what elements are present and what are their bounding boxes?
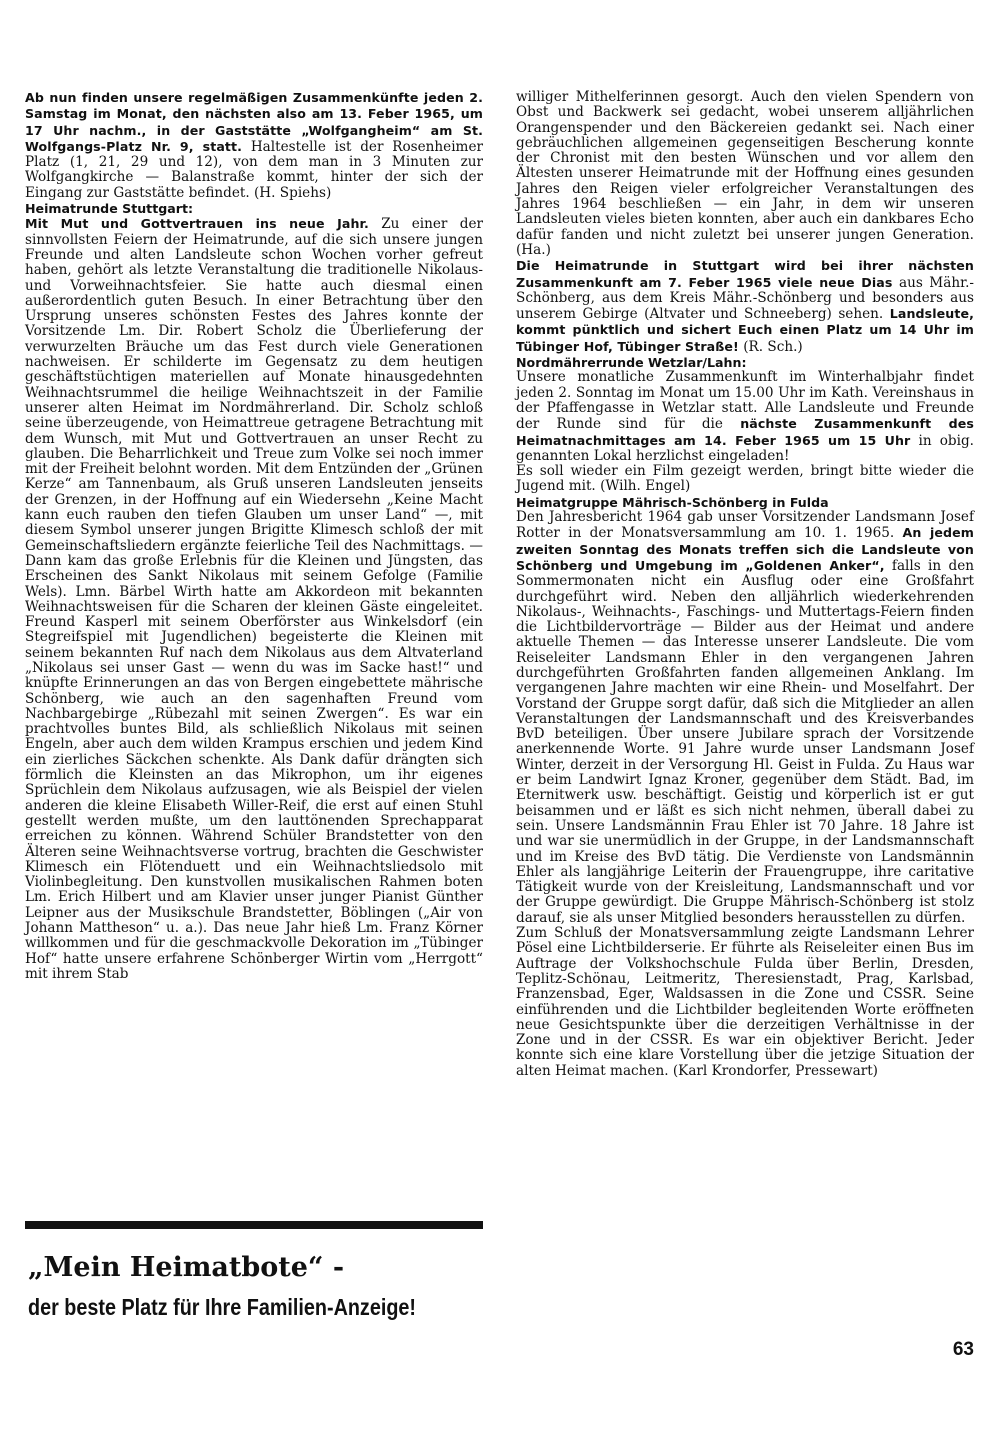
stuttgart-article-continuation: williger Mithelferinnen gesorgt. Auch den vielen Spendern von Obst und Backwerk sei gedacht, wobei unserem alljährlichen Orangenspender und den Bäckereien gedankt sei. Nach einer gebräuchlichen allgemeinen gegenseitigen Bescherung konnte der Chronist mit den besten Wünschen und vor allem den Ältesten unserer Heimatrunde mit der Hoffnung eines gesunden Jahres den Reigen vieler erfolgreicher Veranstaltungen des Jahres 1964 beschließen — ein Jahr, in dem wir unseren Landsleuten vieles bieten konnten, aber auch ein dankbares Echo dafür fanden und nicht zuletzt bei unserer jungen Generation. (Ha.) xyxy=(516,89,974,258)
fulda-text-2: falls in den Sommermonaten nicht ein Ausflug oder eine Großfahrt durchgeführt wird. Neben den alljährlich wiederkehrenden Nikolaus-, Weihnachts-, Faschings- und Muttertags-Feiern finden die Lichtbildervorträge — Bilder aus der Heimat und andere aktuelle Themen — das Interesse unserer Landsleute. Die vom Reiseleiter Landsmann Ehler in den vergangenen Jahren durchgeführten Großfahrten fanden allgemeinen Anklang. Im vergangenen Jahre machten wir eine Rhein- und Moselfahrt. Der Vorstand der Gruppe sorgt dafür, daß sich die Mitglieder an allen Veranstaltungen der Landsmannschaft und des Kreisverbandes BvD beteiligen. Über unsere Jubilare sprach der Vorsitzende anerkennende Worte. 91 Jahre wurde unser Landsmann Josef Winter, derzeit in der Versorgung Hl. Geist in Fulda. Zu Haus war er beim Landwirt Ignaz Kroner, gegenüber dem Städt. Bad, im Eternitwerk usw. beschäftigt. Geistig und körperlich ist er gut beisammen und er läßt es sich nicht nehmen, überall dabei zu sein. Unsere Landsmännin Frau Ehler ist 70 Jahre. 18 Jahre ist und war sie unermüdlich in der Gruppe, in der Landsmannschaft und im Kreise des BvD tätig. Die Verdienste von Landsmännin Ehler als langjährige Leiterin der Frauengruppe, ihre caritative Tätigkeit wurde von der Kreisleitung, Landsmannschaft und vor der Gruppe gewürdigt. Die Gruppe Mährisch-Schönberg ist stolz darauf, sie als unser Mitglied besonders herausstellen zu dürfen. xyxy=(516,557,974,926)
stuttgart-next-meeting-text: aus Mähr.-Schönberg, aus dem Kreis Mähr.-Schönberg und besonders aus unserem Gebirge (Altvater und Schneeberg) sehen. xyxy=(516,274,974,323)
fulda-article xyxy=(516,510,974,926)
stuttgart-next-meeting xyxy=(516,258,974,355)
wetzlar-article xyxy=(516,370,974,464)
section-heading-stuttgart: Heimatrunde Stuttgart: xyxy=(25,201,193,217)
wetzlar-meeting-bold: nächste Zusammenkunft des Heimatnachmittages am 14. Feber 1965 um 15 Uhr xyxy=(516,416,974,448)
wetzlar-film-note: Es soll wieder ein Film gezeigt werden, bringt bitte wieder die Jugend mit. (Wilh. Engel) xyxy=(516,463,974,495)
ad-subtitle: der beste Platz für Ihre Familien-Anzeige! xyxy=(28,1294,416,1320)
fulda-meeting-bold: An jedem zweiten Sonntag des Monats treffen sich die Landsleute von Schönberg und Umgebung im „Goldenen Anker“, xyxy=(516,525,974,573)
meeting-announcement-bold: Ab nun finden unsere regelmäßigen Zusammenkünfte jeden 2. Samstag im Monat, den nächsten also am 13. Feber 1965, um 17 Uhr nachm., in der Gaststätte „Wolfgangheim“ am St. Wolfgangs-Platz Nr. 9, statt. xyxy=(25,90,483,154)
stuttgart-article-body: Zu einer der sinnvollsten Feiern der Heimatrunde, auf die sich unsere jungen Freunde und alten Landsleute schon Wochen vorher gefreut haben, gehört als letzte Veranstaltung die traditionelle Nikolaus- und Vorweihnachtsfeier. Sie hatte auch diesmal einen außerordentlich guten Besuch. In einer Betrachtung über den Ursprung unseres schönsten Festes des Jahres konnte der Vorsitzende Lm. Dir. Robert Scholz die Überlieferung der verwurzelten Bräuche um das Fest durch viele Generationen nachweisen. Er schilderte im Gegensatz zu dem heutigen geschäftstüchtigen materiellen auf Monate hinausgedehnten Weihnachtsrummel die heilige Weihnachtszeit in der Familie unserer alten Heimat im Nordmährerland. Dir. Scholz schloß seine überzeugende, von Heimattreue getragene Betrachtung mit dem Wunsch, mit Mut und Gottvertrauen an unser Recht zu glauben. Die Beharrlichkeit und Treue zum Volke sei noch immer mit der Freiheit belohnt worden. Mit dem Entzünden der „Grünen Kerze“ am Tannenbaum, als Gruß unseren Landsleuten jenseits der Grenzen, in der Hoffnung auf ein Wiedersehn „Keine Macht kann euch rauben den tiefen Glauben um unser Land“ —, mit diesem Symbol unserer jungen Brigitte Klimesch schloß der mit Gemeinschaftsliedern ergänzte feierliche Teil des Nachmittags. — Dann kam das große Erlebnis für die Kleinen und Jüngsten, das Erscheinen des Sankt Nikolaus mit seinem Gefolge (Familie Wels). Lmn. Bärbel Wirth hatte am Akkordeon mit bekannten Weihnachtsweisen für die Scharen der kleinen Gäste eingeleitet. Freund Kasperl mit seinem Oberförster aus Winkelsdorf (ein Stegreifspiel mit Jugendlichen) begeisterte die Kleinen mit seinem bekannten Ruf nach dem Nikolaus aus dem Altvaterland „Nikolaus sei unser Gast — wenn du was im Sacke hast!“ und knüpfte Erinnerungen an das von Bergen eingebettete mährische Schönberg, wie auch an den sagenhaften Freund vom Nachbargebirge „Rübezahl mit seinen Zwergen“. Es war ein prachtvolles buntes Bild, als schließlich Nikolaus mit seinen Engeln, aber auch dem wilden Krampus erschien und jedem Kind ein zierliches Säckchen schenkte. Als Dank dafür drängten sich förmlich die Kleinsten an das Mikrophon, um ihr eigenes Sprüchlein dem Nikolaus aufzusagen, wie als Beispiel der vielen anderen die kleine Elisabeth Willer-Reif, die erst auf einen Stuhl gestellt werden mußte, um den lauttönenden Sprechapparat erreichen zu können. Während Schüler Brandstetter von den Älteren seine Weihnachtsverse vortrug, brachten die Geschwister Klimesch ein Flötenduett und ein Weihnachtsliedsolo mit Violinbegleitung. Den kunstvollen musikalischen Rahmen boten Lm. Erich Hilbert und am Klavier unser junger Pianist Günther Leipner aus der Musikschule Brandstetter, Böblingen („Air von Johann Mattheson“ u. a.). Das neue Jahr hieß Lm. Franz Körner willkommen und für die geschmackvolle Dekoration im „Tübinger Hof“ hatte unsere erfahrene Schönberger Wirtin vom „Herrgott“ mit ihrem Stab xyxy=(25,216,483,982)
page-number: 63 xyxy=(952,1339,974,1360)
ad-divider-rule xyxy=(25,1221,483,1229)
stuttgart-next-meeting-signature: (R. Sch.) xyxy=(738,338,803,355)
wetzlar-text-1: Unsere monatliche Zusammenkunft im Winterhalbjahr findet jeden 2. Sonntag im Monat um 15.00 Uhr im Kath. Vereinshaus in der Pfaffengasse in Wetzlar statt. Alle Landsleute und Freunde der Runde sind für die xyxy=(516,369,974,433)
ad-title: „Mein Heimatbote“ - xyxy=(28,1252,345,1283)
left-column xyxy=(25,90,483,982)
munich-meeting-notice xyxy=(25,90,483,201)
meeting-directions: Haltestelle ist der Rosenheimer Platz (1, 21, 29 und 12), von dem man in 3 Minuten zur Wolfgangkirche — Balanstraße kommt, hinter der sich der Eingang zur Gaststätte befindet. (H. Spiehs) xyxy=(25,138,483,201)
stuttgart-next-meeting-bold2: Landsleute, kommt pünktlich und sichert Euch einen Platz um 14 Uhr im Tübinger Hof, Tübinger Straße! xyxy=(516,306,974,354)
section-heading-wetzlar: Nordmährerrunde Wetzlar/Lahn: xyxy=(516,355,747,371)
stuttgart-article-lead: Mit Mut und Gottvertrauen ins neue Jahr. xyxy=(25,216,369,232)
right-column xyxy=(516,90,974,1079)
fulda-slideshow-report: Zum Schluß der Monatsversammlung zeigte Landsmann Lehrer Pösel eine Lichtbilderserie. Er führte als Reiseleiter einen Bus im Auftrage der Volkshochschule Fulda über Berlin, Dresden, Teplitz-Schönau, Leitmeritz, Theresienstadt, Prag, Karlsbad, Franzensbad, Eger, Waldsassen in die Zone und CSSR. Seine einführenden und die Lichtbilder begleitenden Worte eröffneten neue Gesichtspunkte über die derzeitigen Verhältnisse in der Zone und in der CSSR. Es war ein objektiver Bericht. Jeder konnte sich eine klare Vorstellung über die jetzige Situation der alten Heimat machen. (Karl Krondorfer, Pressewart) xyxy=(516,925,974,1079)
fulda-text-1: Den Jahresbericht 1964 gab unser Vorsitzender Landsmann Josef Rotter in der Monatsversammlung am 10. 1. 1965. xyxy=(516,509,974,542)
section-heading-fulda: Heimatgruppe Mährisch-Schönberg in Fulda xyxy=(516,494,829,510)
stuttgart-article xyxy=(25,216,483,982)
wetzlar-text-2: in obig. genannten Lokal herzlichst eingeladen! xyxy=(516,432,974,464)
stuttgart-next-meeting-bold: Die Heimatrunde in Stuttgart wird bei ihrer nächsten Zusammenkunft am 7. Feber 1965 viele neue Dias xyxy=(516,258,974,290)
